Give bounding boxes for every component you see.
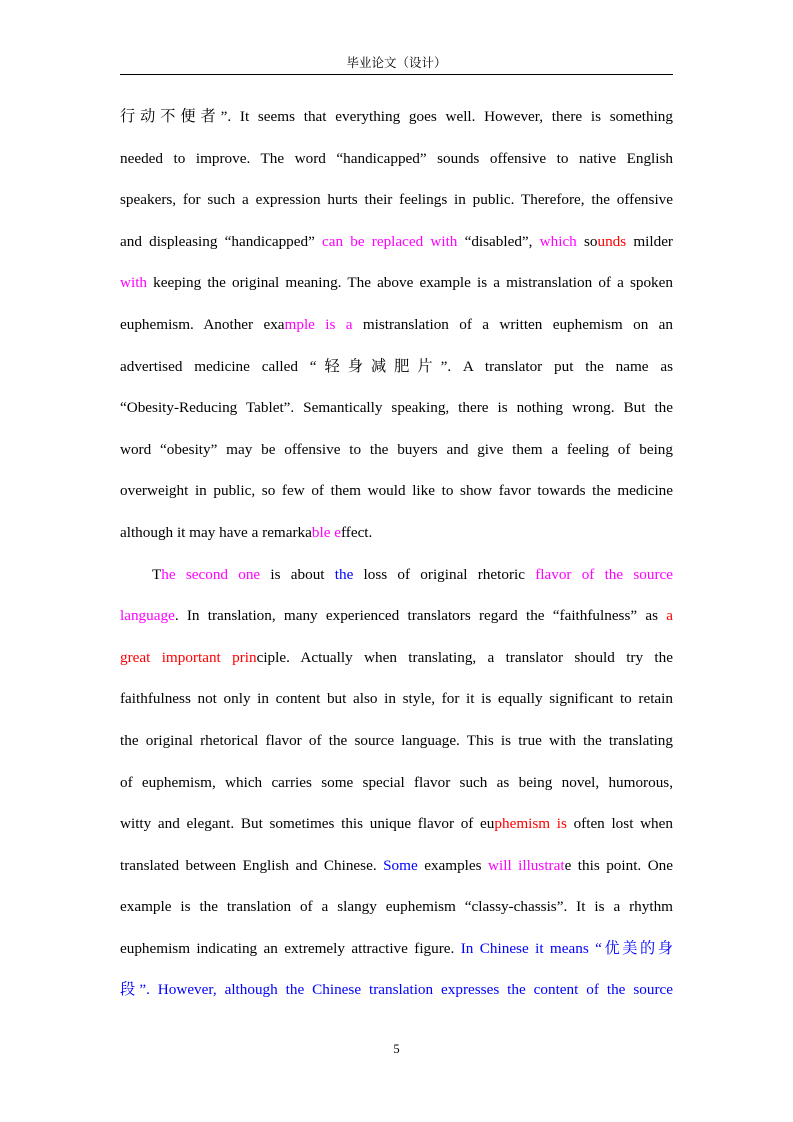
text-segment: a [666, 607, 673, 625]
text-line [120, 886, 673, 928]
text-segment: e this point. One [564, 856, 674, 874]
body-text [120, 96, 673, 1011]
text-segment: which [539, 232, 577, 250]
text-line [120, 845, 673, 887]
text-segment: T [152, 565, 162, 583]
text-segment: 段”. However, although the Chinese translation expresses the content of the source [120, 981, 673, 999]
text-segment: euphemism. Another exa [120, 315, 285, 333]
text-line [120, 96, 673, 138]
text-segment: translated between English and Chinese. [120, 856, 384, 874]
text-segment: loss of original rhetoric [353, 565, 536, 583]
text-segment: example is the translation of a slangy euphemism “classy-chassis”. It is a rhythm [120, 898, 673, 916]
text-line [120, 429, 673, 471]
text-segment: language [120, 607, 175, 625]
text-line [120, 387, 673, 429]
text-segment: ble e [311, 523, 341, 541]
text-segment: mple is a [284, 315, 353, 333]
page-number: 5 [393, 1042, 400, 1056]
text-segment: mistranslation of a written euphemism on an [352, 315, 673, 333]
text-segment: In Chinese it means “优美的身 [460, 939, 673, 957]
text-segment: witty and elegant. But sometimes this unique flavor of eu [120, 815, 495, 833]
text-segment: and displeasing “handicapped” [120, 232, 323, 250]
text-line [120, 221, 673, 263]
text-line [120, 138, 673, 180]
text-segment: Some [383, 856, 418, 874]
text-segment: ffect. [340, 523, 373, 541]
text-segment: ciple. Actually when translating, a translator should try the [256, 648, 673, 666]
text-segment: of euphemism, which carries some special flavor such as being novel, humorous, [120, 773, 673, 791]
running-header-title: 毕业论文（设计） [346, 56, 447, 70]
text-segment: examples [417, 856, 489, 874]
text-segment: the original rhetorical flavor of the source language. This is true with the translating [120, 731, 673, 749]
text-segment: . In translation, many experienced translators regard the “faithfulness” as [174, 607, 667, 625]
text-segment: keeping the original meaning. The above example is a mistranslation of a spoken [147, 274, 673, 292]
text-segment: often lost when [566, 815, 673, 833]
text-segment: great important prin [120, 648, 257, 666]
header-rule [120, 74, 673, 75]
text-segment: overweight in public, so few of them would like to show favor towards the medicine [120, 482, 673, 500]
text-line [120, 928, 673, 970]
text-segment: will illustrat [488, 856, 565, 874]
text-line [120, 346, 673, 388]
text-segment: “disabled”, [457, 232, 540, 250]
text-line [120, 803, 673, 845]
text-line [120, 512, 673, 554]
text-segment: although it may have a remarka [120, 523, 312, 541]
text-segment: speakers, for such a expression hurts their feelings in public. Therefore, the offensive [120, 191, 673, 209]
text-segment: euphemism indicating an extremely attractive figure. [120, 939, 461, 957]
text-line [120, 554, 673, 596]
text-segment: flavor of the source [535, 565, 674, 583]
text-line [120, 637, 673, 679]
text-segment: phemism is [494, 815, 567, 833]
text-segment: milder [626, 232, 673, 250]
text-segment: so [576, 232, 598, 250]
text-segment: word “obesity” may be offensive to the buyers and give them a feeling of being [120, 440, 673, 458]
text-line [120, 762, 673, 804]
text-segment: faithfulness not only in content but also in style, for it is equally significant to retain [120, 690, 673, 708]
text-segment: advertised medicine called “轻身减肥片”. A translator put the name as [120, 357, 673, 375]
text-line [120, 304, 673, 346]
text-line [120, 179, 673, 221]
text-line [120, 969, 673, 1011]
text-line [120, 470, 673, 512]
text-segment: “Obesity-Reducing Tablet”. Semantically speaking, there is nothing wrong. But the [120, 399, 673, 417]
text-line [120, 595, 673, 637]
text-segment: can be replaced with [322, 232, 458, 250]
text-segment: 行动不便者”. It seems that everything goes well. However, there is something [120, 108, 673, 125]
text-line [120, 678, 673, 720]
text-segment: is about [260, 565, 335, 583]
text-segment: the [334, 565, 354, 583]
text-line [120, 720, 673, 762]
text-segment: he second one [161, 565, 261, 583]
text-line [120, 262, 673, 304]
text-segment: needed to improve. The word “handicapped” sounds offensive to native English [120, 149, 673, 167]
text-segment: unds [597, 232, 627, 250]
text-segment: with [120, 274, 148, 292]
